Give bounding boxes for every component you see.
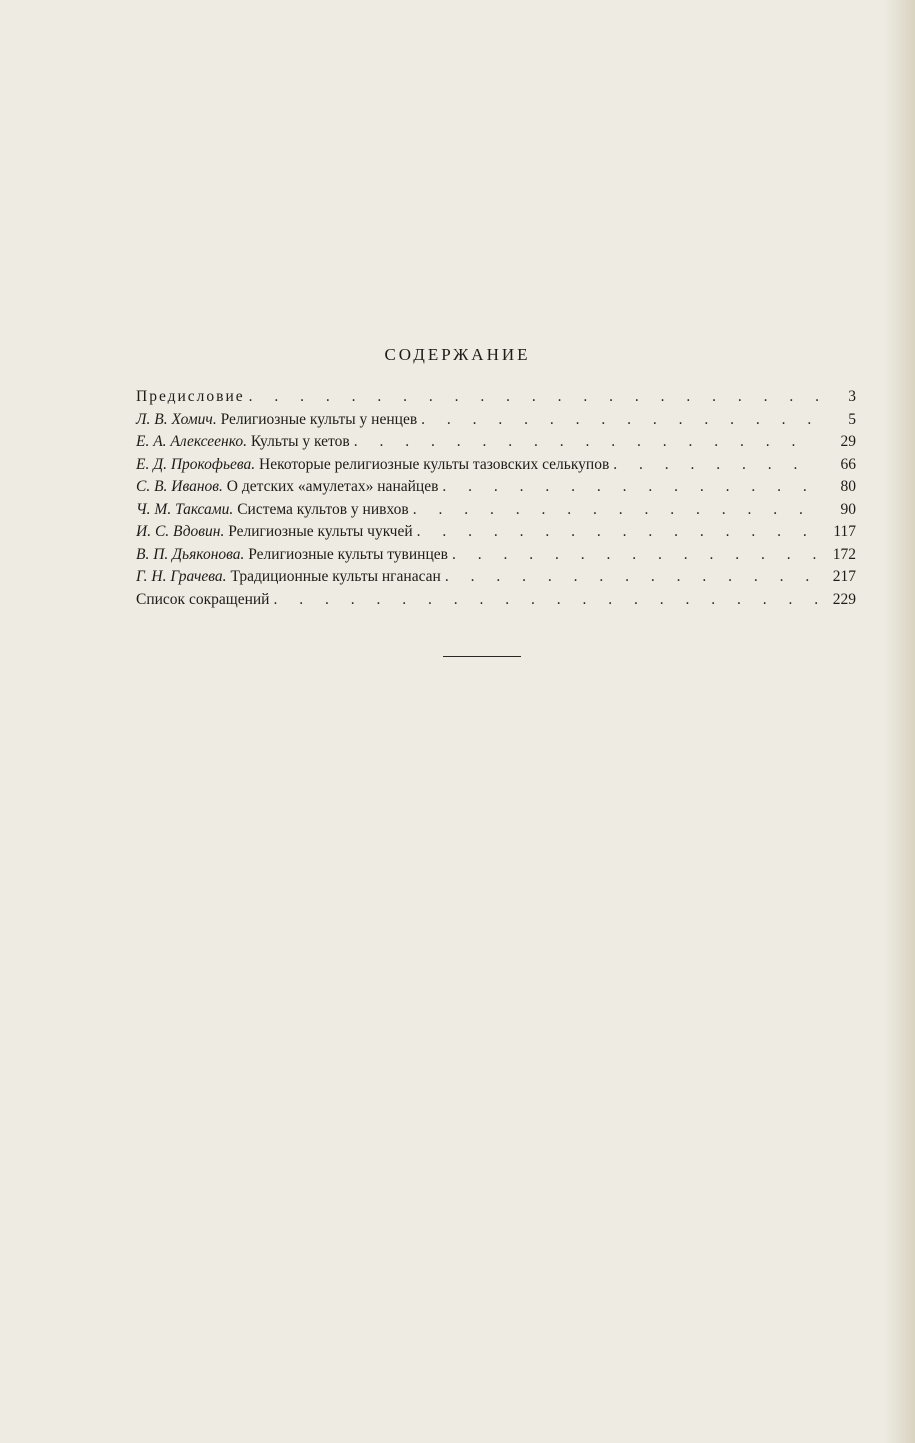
dot-leader (273, 589, 818, 612)
dot-leader (445, 566, 818, 589)
dot-leader (613, 454, 818, 477)
toc-entry-title: Религиозные культы чукчей (228, 523, 413, 540)
toc-entry-khomich[interactable] (136, 409, 856, 432)
toc-entry-title: Культы у кетов (250, 433, 350, 450)
toc-entry-title: Традиционные культы нганасан (230, 568, 441, 585)
toc-page-number: 29 (840, 433, 856, 450)
dot-leader (442, 476, 818, 499)
toc-page-number: 172 (832, 545, 856, 563)
toc-entry-dyakonova[interactable] (136, 544, 856, 567)
dot-leader (413, 499, 818, 522)
dot-leader (421, 409, 818, 432)
toc-entry-text (136, 566, 441, 589)
toc-entry-ivanov[interactable] (136, 476, 856, 499)
toc-entry-text (136, 386, 245, 409)
toc-page-number: 117 (833, 523, 856, 540)
toc-entry-text (136, 476, 438, 499)
toc-entry-vdovin[interactable] (136, 521, 856, 544)
toc-entry-preface[interactable] (136, 386, 856, 409)
section-divider (443, 656, 521, 657)
toc-entry-text (136, 521, 413, 544)
toc-page-number: 229 (832, 590, 856, 608)
toc-page-number: 66 (840, 455, 856, 473)
table-of-contents (136, 386, 856, 611)
toc-entry-author: И. С. Вдовин. (136, 523, 225, 540)
toc-entry-text (136, 589, 269, 612)
dot-leader (417, 521, 818, 544)
toc-page-number: 5 (848, 410, 856, 428)
toc-entry-text (136, 544, 448, 567)
toc-entry-title: Предисловие (136, 388, 245, 405)
toc-page-number: 80 (840, 478, 856, 495)
toc-entry-author: Ч. М. Таксами. (136, 500, 234, 518)
toc-entry-text (136, 499, 409, 522)
toc-entry-title: О детских «амулетах» нанайцев (226, 478, 439, 495)
toc-entry-gracheva[interactable] (136, 566, 856, 589)
toc-page-number: 3 (848, 388, 856, 405)
toc-entry-title: Некоторые религиозные культы тазовских селькупов (259, 455, 610, 473)
toc-entry-author: Л. В. Хомич. (136, 410, 217, 428)
toc-entry-prokofyeva[interactable] (136, 454, 856, 477)
toc-entry-title: Религиозные культы у ненцев (220, 410, 418, 428)
toc-entry-title: Религиозные культы тувинцев (248, 545, 448, 563)
dot-leader (354, 431, 818, 454)
toc-entry-alekseenko[interactable] (136, 431, 856, 454)
toc-entry-author: Г. Н. Грачева. (136, 568, 227, 585)
toc-entry-author: В. П. Дьяконова. (136, 545, 245, 563)
dot-leader (249, 386, 818, 409)
dot-leader (452, 544, 818, 567)
toc-entry-author: Е. Д. Прокофьева. (136, 455, 256, 473)
toc-entry-text (136, 431, 350, 454)
toc-entry-title: Система культов у нивхов (237, 500, 409, 518)
toc-entry-text (136, 409, 417, 432)
toc-entry-title: Список сокращений (136, 590, 270, 608)
toc-entry-abbreviations[interactable] (136, 589, 856, 612)
toc-entry-text (136, 454, 609, 477)
toc-page-number: 217 (832, 568, 856, 585)
contents-heading: СОДЕРЖАНИЕ (384, 345, 531, 364)
toc-entry-taksami[interactable] (136, 499, 856, 522)
toc-entry-author: Е. А. Алексеенко. (136, 433, 247, 450)
toc-entry-author: С. В. Иванов. (136, 478, 223, 495)
toc-page-number: 90 (840, 500, 856, 518)
